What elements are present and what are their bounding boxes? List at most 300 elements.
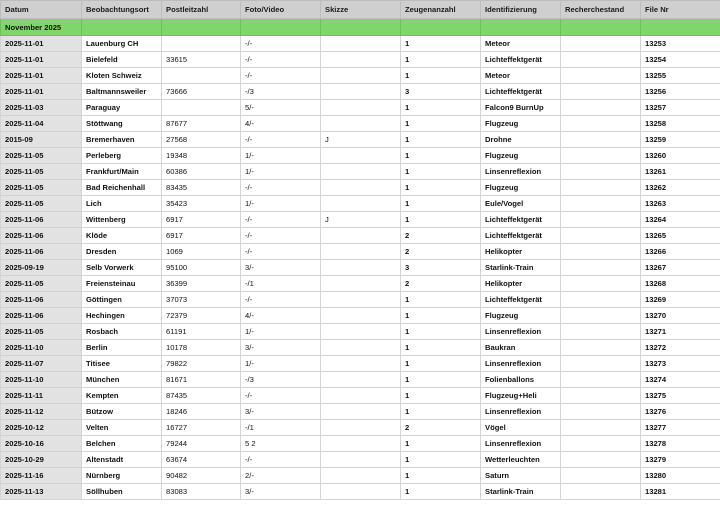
skizze-cell[interactable] [321,420,401,436]
ort-cell[interactable]: Kempten [82,388,162,404]
recherchestand-cell[interactable] [561,356,641,372]
zeugenanzahl-cell[interactable]: 1 [401,388,481,404]
zeugenanzahl-cell[interactable]: 1 [401,116,481,132]
file-nr-cell[interactable]: 13268 [641,276,720,292]
identifizierung-cell[interactable]: Falcon9 BurnUp [481,100,561,116]
zeugenanzahl-cell[interactable]: 1 [401,292,481,308]
recherchestand-cell[interactable] [561,452,641,468]
recherchestand-cell[interactable] [561,292,641,308]
skizze-cell[interactable] [321,452,401,468]
table-row [1,180,720,196]
plz-cell[interactable]: 61191 [162,324,241,340]
zeugenanzahl-cell[interactable]: 1 [401,148,481,164]
recherchestand-cell[interactable] [561,212,641,228]
skizze-cell[interactable] [321,388,401,404]
zeugenanzahl-cell[interactable]: 1 [401,372,481,388]
foto-video-cell[interactable]: -/- [241,36,321,52]
datum-cell[interactable]: 2025-09-19 [1,260,82,276]
identifizierung-cell[interactable]: Lichteffektgerät [481,84,561,100]
ort-cell[interactable]: Söllhuben [82,484,162,500]
recherchestand-cell[interactable] [561,340,641,356]
ort-cell[interactable]: Klöde [82,228,162,244]
ort-cell[interactable]: Göttingen [82,292,162,308]
plz-cell[interactable]: 35423 [162,196,241,212]
foto-video-cell[interactable]: 4/- [241,308,321,324]
table-row [1,100,720,116]
foto-video-cell[interactable]: 4/- [241,116,321,132]
plz-cell[interactable] [162,100,241,116]
zeugenanzahl-cell[interactable]: 1 [401,132,481,148]
ort-cell[interactable]: Baltmannsweiler [82,84,162,100]
plz-cell[interactable]: 60386 [162,164,241,180]
skizze-cell[interactable]: J [321,132,401,148]
zeugenanzahl-cell[interactable]: 1 [401,68,481,84]
ort-cell[interactable]: Berlin [82,340,162,356]
foto-video-cell[interactable]: 2/- [241,468,321,484]
recherchestand-cell[interactable] [561,436,641,452]
identifizierung-cell[interactable]: Helikopter [481,276,561,292]
file-nr-cell[interactable]: 13258 [641,116,720,132]
skizze-cell[interactable] [321,260,401,276]
skizze-cell[interactable] [321,340,401,356]
file-nr-cell[interactable]: 13275 [641,388,720,404]
identifizierung-cell[interactable]: Vögel [481,420,561,436]
datum-cell[interactable]: 2025-11-01 [1,68,82,84]
recherchestand-cell[interactable] [561,244,641,260]
plz-cell[interactable]: 83083 [162,484,241,500]
datum-cell[interactable]: 2025-11-06 [1,308,82,324]
identifizierung-cell[interactable]: Helikopter [481,244,561,260]
recherchestand-cell[interactable] [561,148,641,164]
skizze-cell[interactable] [321,196,401,212]
zeugenanzahl-cell[interactable]: 1 [401,308,481,324]
ort-cell[interactable]: Lauenburg CH [82,36,162,52]
plz-cell[interactable] [162,68,241,84]
datum-cell[interactable]: 2025-11-10 [1,372,82,388]
plz-cell[interactable]: 6917 [162,228,241,244]
ort-cell[interactable]: Frankfurt/Main [82,164,162,180]
plz-cell[interactable]: 6917 [162,212,241,228]
datum-cell[interactable]: 2025-11-04 [1,116,82,132]
zeugenanzahl-cell[interactable]: 1 [401,452,481,468]
datum-cell[interactable]: 2025-11-05 [1,196,82,212]
group-cell[interactable] [401,19,481,36]
identifizierung-cell[interactable]: Starlink-Train [481,484,561,500]
ort-cell[interactable]: Kloten Schweiz [82,68,162,84]
skizze-cell[interactable] [321,84,401,100]
skizze-cell[interactable] [321,68,401,84]
plz-cell[interactable]: 33615 [162,52,241,68]
plz-cell[interactable]: 63674 [162,452,241,468]
recherchestand-cell[interactable] [561,196,641,212]
plz-cell[interactable]: 16727 [162,420,241,436]
recherchestand-cell[interactable] [561,372,641,388]
skizze-cell[interactable] [321,292,401,308]
table-row [1,116,720,132]
zeugenanzahl-cell[interactable]: 1 [401,340,481,356]
plz-cell[interactable]: 90482 [162,468,241,484]
header-cell-identifizierung[interactable]: Identifizierung [481,1,561,19]
foto-video-cell[interactable]: -/1 [241,276,321,292]
skizze-cell[interactable] [321,52,401,68]
recherchestand-cell[interactable] [561,420,641,436]
header-cell-foto-video[interactable]: Foto/Video [241,1,321,19]
header-cell-beobachtungsort[interactable]: Beobachtungsort [82,1,162,19]
plz-cell[interactable]: 95100 [162,260,241,276]
header-cell-recherchestand[interactable]: Recherchestand [561,1,641,19]
file-nr-cell[interactable]: 13274 [641,372,720,388]
ort-cell[interactable]: Stöttwang [82,116,162,132]
identifizierung-cell[interactable]: Wetterleuchten [481,452,561,468]
datum-cell[interactable]: 2025-11-05 [1,180,82,196]
header-cell-zeugenanzahl[interactable]: Zeugenanzahl [401,1,481,19]
file-nr-cell[interactable]: 13269 [641,292,720,308]
group-cell[interactable] [561,19,641,36]
datum-cell[interactable]: 2025-11-01 [1,36,82,52]
recherchestand-cell[interactable] [561,228,641,244]
plz-cell[interactable]: 73666 [162,84,241,100]
plz-cell[interactable]: 36399 [162,276,241,292]
ort-cell[interactable]: Velten [82,420,162,436]
zeugenanzahl-cell[interactable]: 3 [401,84,481,100]
identifizierung-cell[interactable]: Meteor [481,68,561,84]
file-nr-cell[interactable]: 13253 [641,36,720,52]
recherchestand-cell[interactable] [561,116,641,132]
zeugenanzahl-cell[interactable]: 3 [401,260,481,276]
file-nr-cell[interactable]: 13280 [641,468,720,484]
table-row [1,372,720,388]
plz-cell[interactable]: 81671 [162,372,241,388]
ort-cell[interactable]: Freiensteinau [82,276,162,292]
zeugenanzahl-cell[interactable]: 2 [401,244,481,260]
table-row [1,436,720,452]
identifizierung-cell[interactable]: Flugzeug [481,148,561,164]
skizze-cell[interactable] [321,324,401,340]
skizze-cell[interactable] [321,356,401,372]
foto-video-cell[interactable]: -/- [241,388,321,404]
file-nr-cell[interactable]: 13266 [641,244,720,260]
plz-cell[interactable]: 27568 [162,132,241,148]
file-nr-cell[interactable]: 13264 [641,212,720,228]
foto-video-cell[interactable]: -/- [241,228,321,244]
plz-cell[interactable]: 18246 [162,404,241,420]
datum-cell[interactable]: 2025-11-05 [1,148,82,164]
table-row [1,276,720,292]
zeugenanzahl-cell[interactable]: 1 [401,468,481,484]
zeugenanzahl-cell[interactable]: 1 [401,164,481,180]
zeugenanzahl-cell[interactable]: 1 [401,180,481,196]
file-nr-cell[interactable]: 13276 [641,404,720,420]
recherchestand-cell[interactable] [561,132,641,148]
plz-cell[interactable]: 83435 [162,180,241,196]
file-nr-cell[interactable]: 13261 [641,164,720,180]
file-nr-cell[interactable]: 13256 [641,84,720,100]
datum-cell[interactable]: 2025-11-12 [1,404,82,420]
zeugenanzahl-cell[interactable]: 1 [401,52,481,68]
foto-video-cell[interactable]: -/- [241,68,321,84]
ort-cell[interactable]: Belchen [82,436,162,452]
table-row [1,468,720,484]
table-row [1,308,720,324]
foto-video-cell[interactable]: 5 2 [241,436,321,452]
zeugenanzahl-cell[interactable]: 2 [401,276,481,292]
skizze-cell[interactable] [321,180,401,196]
identifizierung-cell[interactable]: Lichteffektgerät [481,228,561,244]
file-nr-cell[interactable]: 13281 [641,484,720,500]
foto-video-cell[interactable]: -/- [241,212,321,228]
ort-cell[interactable]: Dresden [82,244,162,260]
identifizierung-cell[interactable]: Lichteffektgerät [481,292,561,308]
ort-cell[interactable]: Bremerhaven [82,132,162,148]
datum-cell[interactable]: 2025-11-01 [1,52,82,68]
recherchestand-cell[interactable] [561,260,641,276]
recherchestand-cell[interactable] [561,52,641,68]
identifizierung-cell[interactable]: Baukran [481,340,561,356]
skizze-cell[interactable] [321,468,401,484]
identifizierung-cell[interactable]: Linsenreflexion [481,164,561,180]
identifizierung-cell[interactable]: Lichteffektgerät [481,212,561,228]
recherchestand-cell[interactable] [561,164,641,180]
datum-cell[interactable]: 2025-11-06 [1,244,82,260]
header-cell-postleitzahl[interactable]: Postleitzahl [162,1,241,19]
identifizierung-cell[interactable]: Starlink-Train [481,260,561,276]
table-row [1,244,720,260]
table-row [1,68,720,84]
foto-video-cell[interactable]: -/3 [241,84,321,100]
skizze-cell[interactable] [321,100,401,116]
table-row [1,324,720,340]
file-nr-cell[interactable]: 13263 [641,196,720,212]
datum-cell[interactable]: 2025-11-05 [1,324,82,340]
ort-cell[interactable]: München [82,372,162,388]
foto-video-cell[interactable]: -/- [241,52,321,68]
recherchestand-cell[interactable] [561,276,641,292]
recherchestand-cell[interactable] [561,68,641,84]
datum-cell[interactable]: 2025-10-29 [1,452,82,468]
file-nr-cell[interactable]: 13260 [641,148,720,164]
skizze-cell[interactable] [321,244,401,260]
file-nr-cell[interactable]: 13265 [641,228,720,244]
group-label-cell[interactable]: November 2025 [1,19,82,36]
skizze-cell[interactable] [321,308,401,324]
foto-video-cell[interactable]: 5/- [241,100,321,116]
ort-cell[interactable]: Paraguay [82,100,162,116]
identifizierung-cell[interactable]: Eule/Vogel [481,196,561,212]
ort-cell[interactable]: Bützow [82,404,162,420]
plz-cell[interactable]: 10178 [162,340,241,356]
ort-cell[interactable]: Selb Vorwerk [82,260,162,276]
recherchestand-cell[interactable] [561,308,641,324]
plz-cell[interactable]: 87677 [162,116,241,132]
foto-video-cell[interactable]: 1/- [241,324,321,340]
identifizierung-cell[interactable]: Linsenreflexion [481,436,561,452]
datum-cell[interactable]: 2025-10-12 [1,420,82,436]
skizze-cell[interactable] [321,404,401,420]
ort-cell[interactable]: Bielefeld [82,52,162,68]
group-cell[interactable] [481,19,561,36]
skizze-cell[interactable] [321,36,401,52]
datum-cell[interactable]: 2025-10-16 [1,436,82,452]
datum-cell[interactable]: 2025-11-03 [1,100,82,116]
foto-video-cell[interactable]: 3/- [241,260,321,276]
zeugenanzahl-cell[interactable]: 1 [401,100,481,116]
group-cell[interactable] [321,19,401,36]
ort-cell[interactable]: Titisee [82,356,162,372]
recherchestand-cell[interactable] [561,468,641,484]
file-nr-cell[interactable]: 13259 [641,132,720,148]
foto-video-cell[interactable]: 3/- [241,484,321,500]
file-nr-cell[interactable]: 13267 [641,260,720,276]
recherchestand-cell[interactable] [561,84,641,100]
group-cell[interactable] [241,19,321,36]
identifizierung-cell[interactable]: Linsenreflexion [481,324,561,340]
table-row [1,340,720,356]
skizze-cell[interactable] [321,148,401,164]
identifizierung-cell[interactable]: Flugzeug+Heli [481,388,561,404]
foto-video-cell[interactable]: -/- [241,180,321,196]
skizze-cell[interactable] [321,116,401,132]
foto-video-cell[interactable]: 3/- [241,404,321,420]
foto-video-cell[interactable]: 3/- [241,340,321,356]
zeugenanzahl-cell[interactable]: 2 [401,228,481,244]
file-nr-cell[interactable]: 13255 [641,68,720,84]
table-row [1,84,720,100]
datum-cell[interactable]: 2025-11-01 [1,84,82,100]
file-nr-cell[interactable]: 13278 [641,436,720,452]
datum-cell[interactable]: 2025-11-05 [1,276,82,292]
plz-cell[interactable]: 79822 [162,356,241,372]
file-nr-cell[interactable]: 13262 [641,180,720,196]
table-row [1,388,720,404]
zeugenanzahl-cell[interactable]: 1 [401,436,481,452]
file-nr-cell[interactable]: 13270 [641,308,720,324]
identifizierung-cell[interactable]: Linsenreflexion [481,356,561,372]
plz-cell[interactable]: 19348 [162,148,241,164]
table-row [1,52,720,68]
group-cell[interactable] [162,19,241,36]
file-nr-cell[interactable]: 13272 [641,340,720,356]
datum-cell[interactable]: 2025-11-10 [1,340,82,356]
table-row [1,404,720,420]
skizze-cell[interactable] [321,164,401,180]
file-nr-cell[interactable]: 13271 [641,324,720,340]
foto-video-cell[interactable]: -/- [241,132,321,148]
datum-cell[interactable]: 2015-09 [1,132,82,148]
group-cell[interactable] [641,19,720,36]
foto-video-cell[interactable]: -/- [241,292,321,308]
skizze-cell[interactable] [321,484,401,500]
plz-cell[interactable] [162,36,241,52]
recherchestand-cell[interactable] [561,388,641,404]
file-nr-cell[interactable]: 13254 [641,52,720,68]
identifizierung-cell[interactable]: Flugzeug [481,116,561,132]
ort-cell[interactable]: Perleberg [82,148,162,164]
identifizierung-cell[interactable]: Drohne [481,132,561,148]
skizze-cell[interactable] [321,228,401,244]
zeugenanzahl-cell[interactable]: 1 [401,196,481,212]
datum-cell[interactable]: 2025-11-06 [1,228,82,244]
datum-cell[interactable]: 2025-11-16 [1,468,82,484]
header-cell-file-nr[interactable]: File Nr [641,1,720,19]
recherchestand-cell[interactable] [561,404,641,420]
foto-video-cell[interactable]: -/- [241,452,321,468]
zeugenanzahl-cell[interactable]: 1 [401,404,481,420]
foto-video-cell[interactable]: -/1 [241,420,321,436]
identifizierung-cell[interactable]: Flugzeug [481,180,561,196]
plz-cell[interactable]: 1069 [162,244,241,260]
zeugenanzahl-cell[interactable]: 2 [401,420,481,436]
header-cell-skizze[interactable]: Skizze [321,1,401,19]
recherchestand-cell[interactable] [561,100,641,116]
ort-cell[interactable]: Lich [82,196,162,212]
file-nr-cell[interactable]: 13273 [641,356,720,372]
datum-cell[interactable]: 2025-11-05 [1,164,82,180]
identifizierung-cell[interactable]: Flugzeug [481,308,561,324]
plz-cell[interactable]: 37073 [162,292,241,308]
skizze-cell[interactable] [321,436,401,452]
header-cell-datum[interactable]: Datum [1,1,82,19]
datum-cell[interactable]: 2025-11-13 [1,484,82,500]
file-nr-cell[interactable]: 13257 [641,100,720,116]
plz-cell[interactable]: 72379 [162,308,241,324]
identifizierung-cell[interactable]: Folienballons [481,372,561,388]
datum-cell[interactable]: 2025-11-07 [1,356,82,372]
identifizierung-cell[interactable]: Meteor [481,36,561,52]
recherchestand-cell[interactable] [561,484,641,500]
table-row [1,148,720,164]
table-row [1,164,720,180]
plz-cell[interactable]: 87435 [162,388,241,404]
datum-cell[interactable]: 2025-11-11 [1,388,82,404]
file-nr-cell[interactable]: 13277 [641,420,720,436]
recherchestand-cell[interactable] [561,180,641,196]
recherchestand-cell[interactable] [561,36,641,52]
foto-video-cell[interactable]: -/3 [241,372,321,388]
datum-cell[interactable]: 2025-11-06 [1,292,82,308]
identifizierung-cell[interactable]: Saturn [481,468,561,484]
identifizierung-cell[interactable]: Linsenreflexion [481,404,561,420]
zeugenanzahl-cell[interactable]: 1 [401,484,481,500]
zeugenanzahl-cell[interactable]: 1 [401,356,481,372]
ort-cell[interactable]: Hechingen [82,308,162,324]
ort-cell[interactable]: Bad Reichenhall [82,180,162,196]
skizze-cell[interactable]: J [321,212,401,228]
zeugenanzahl-cell[interactable]: 1 [401,212,481,228]
identifizierung-cell[interactable]: Lichteffektgerät [481,52,561,68]
foto-video-cell[interactable]: 1/- [241,196,321,212]
plz-cell[interactable]: 79244 [162,436,241,452]
recherchestand-cell[interactable] [561,324,641,340]
foto-video-cell[interactable]: 1/- [241,356,321,372]
ort-cell[interactable]: Altenstadt [82,452,162,468]
skizze-cell[interactable] [321,372,401,388]
ort-cell[interactable]: Wittenberg [82,212,162,228]
foto-video-cell[interactable]: 1/- [241,164,321,180]
table-row [1,292,720,308]
ort-cell[interactable]: Rosbach [82,324,162,340]
file-nr-cell[interactable]: 13279 [641,452,720,468]
zeugenanzahl-cell[interactable]: 1 [401,324,481,340]
table-row [1,356,720,372]
foto-video-cell[interactable]: 1/- [241,148,321,164]
skizze-cell[interactable] [321,276,401,292]
zeugenanzahl-cell[interactable]: 1 [401,36,481,52]
foto-video-cell[interactable]: -/- [241,244,321,260]
group-cell[interactable] [82,19,162,36]
datum-cell[interactable]: 2025-11-06 [1,212,82,228]
table-row [1,212,720,228]
ort-cell[interactable]: Nürnberg [82,468,162,484]
